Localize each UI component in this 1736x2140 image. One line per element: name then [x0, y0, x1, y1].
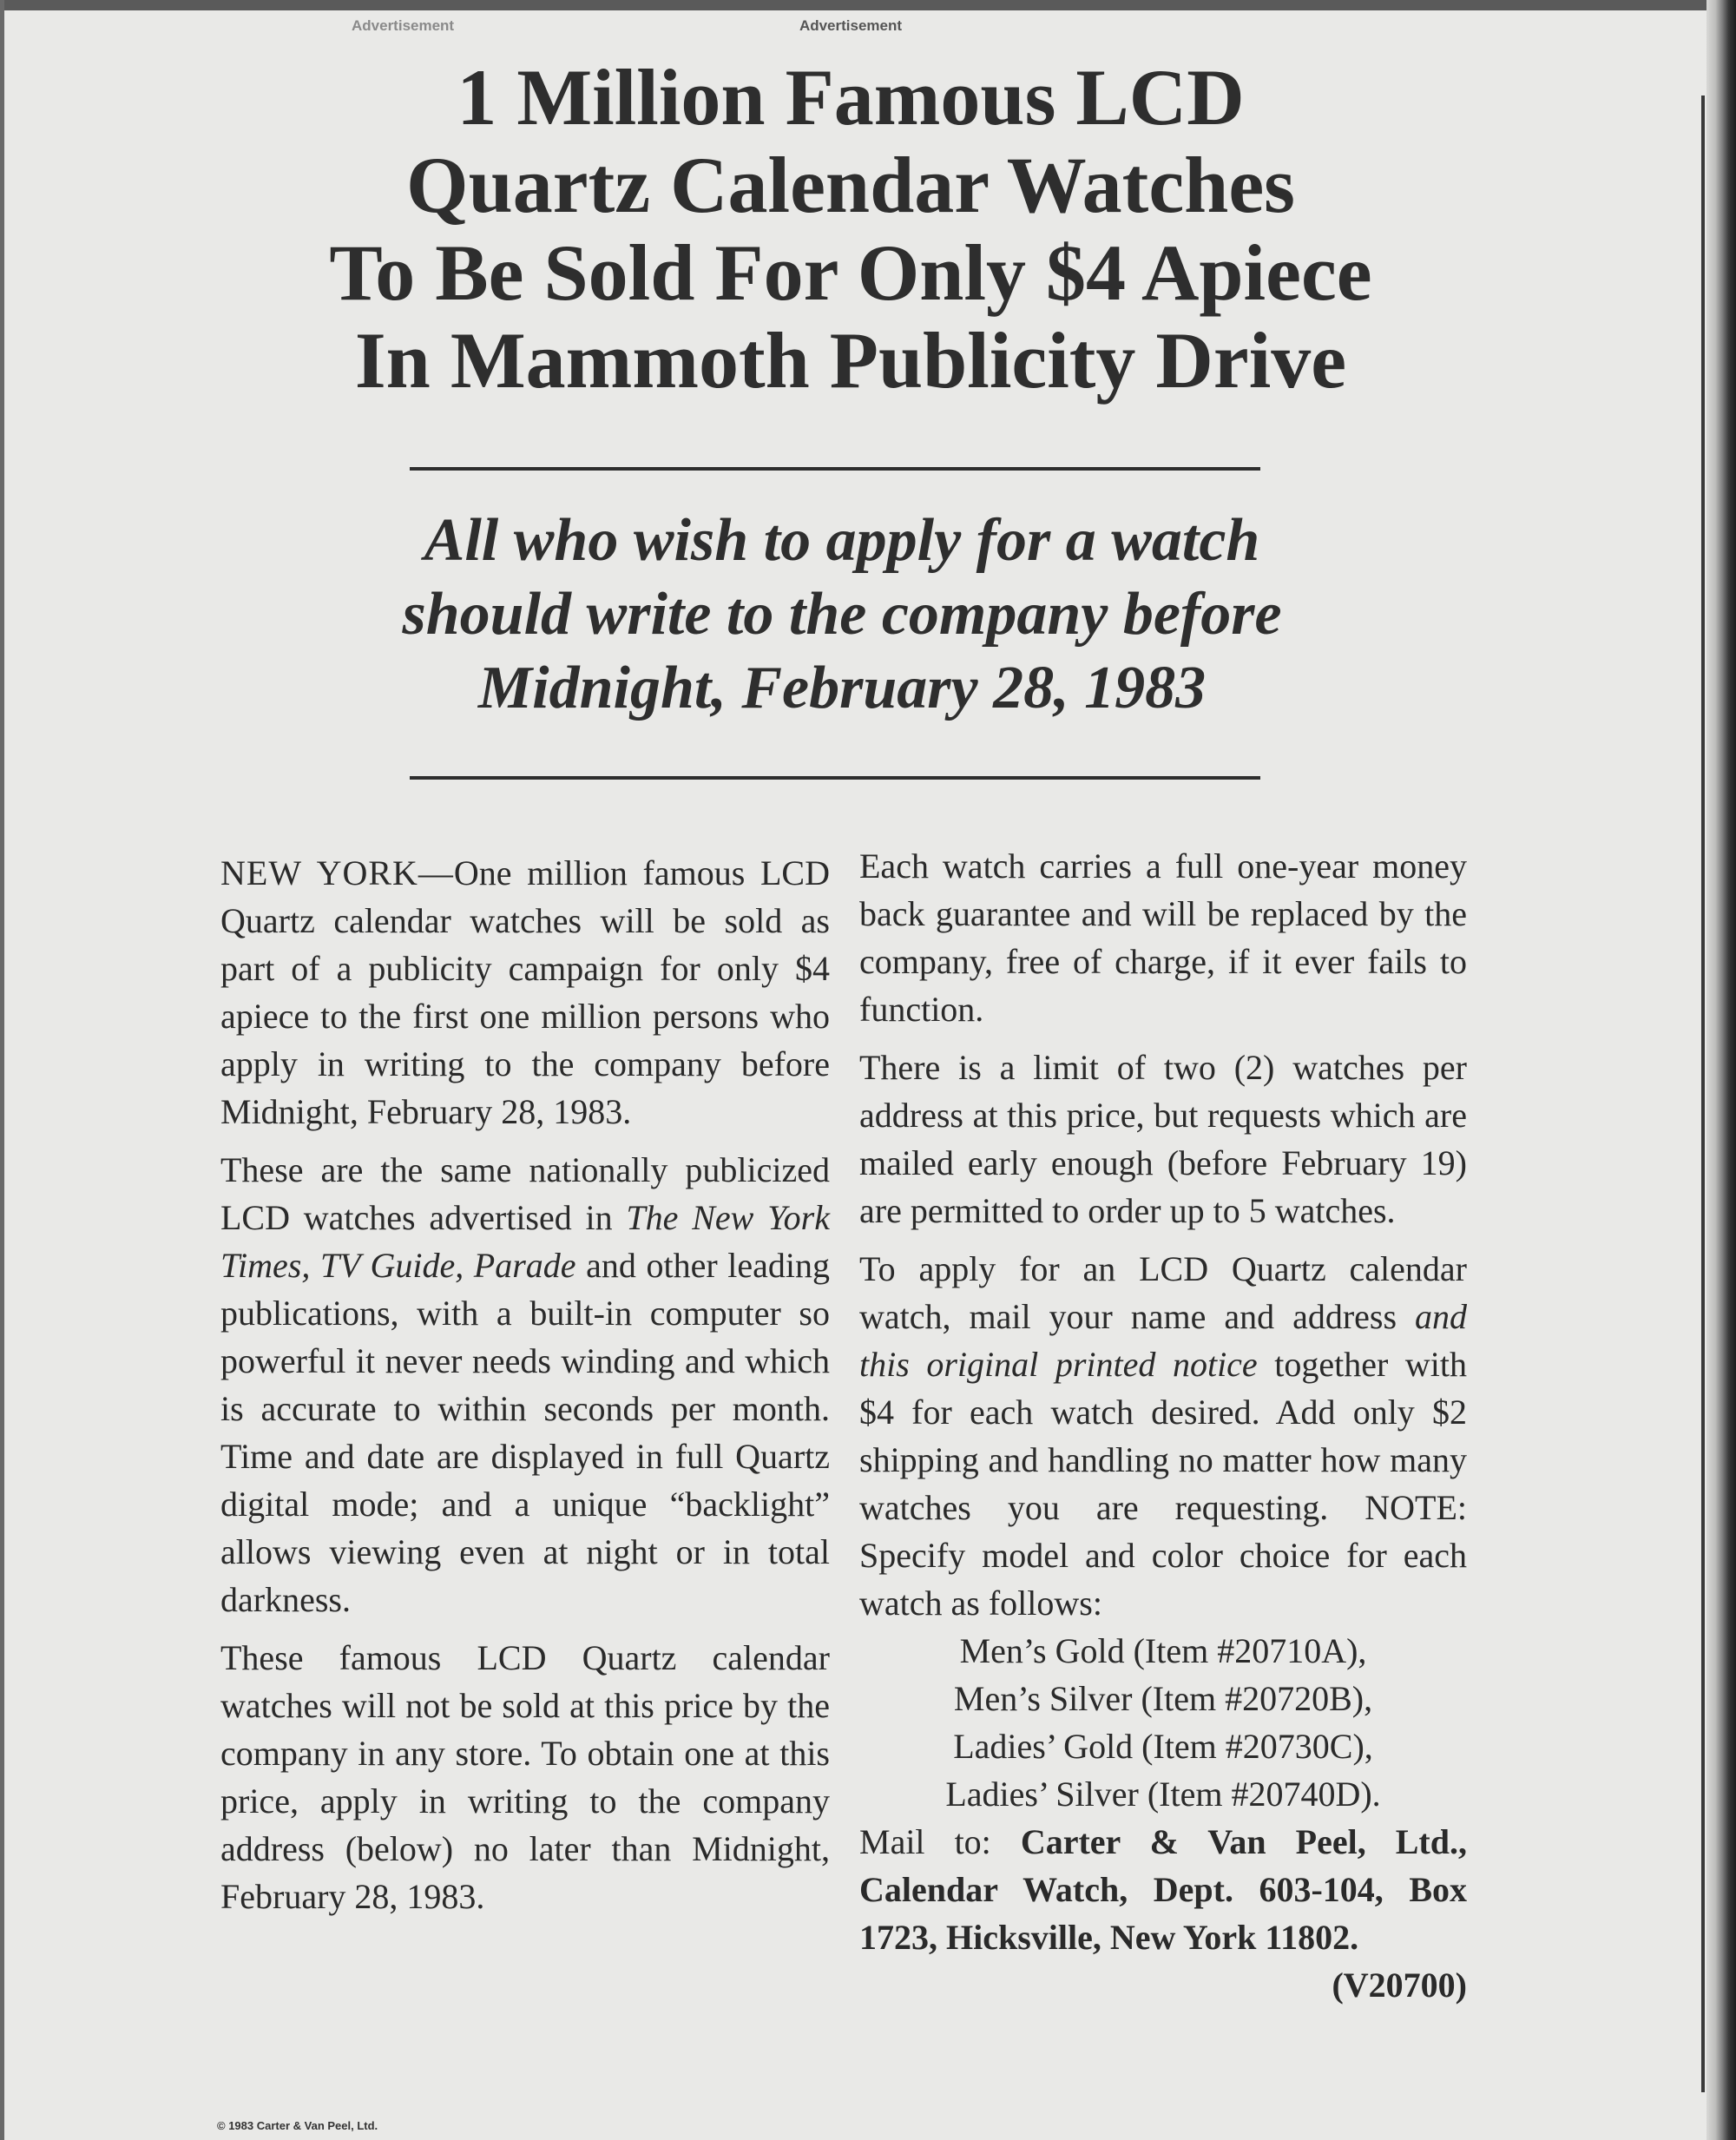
subhead-line-2: should write to the company before: [402, 581, 1282, 648]
page-right-edge: [1706, 0, 1736, 2140]
paragraph-2-text-b: and other leading publications, with a built-in computer so powerful it never needs winding and which is accurate to within seconds per month. Time and date are displayed in full Quartz digital mode; and a unique “backlight” allows viewing even at night or in total darkness.: [220, 1246, 830, 1619]
page-left-edge: [0, 0, 4, 2140]
paragraph-1-text: One million famous LCD Quartz calendar watches will be sold as part of a publicity campaign for only $4 apiece to the first one million persons who apply in writing to the company before Midnight, February 28, 1983.: [220, 853, 830, 1131]
paragraph-2: [220, 1146, 830, 1623]
paragraph-4: [859, 842, 1467, 1033]
page-top-edge: [0, 0, 1736, 10]
subhead-line-3: Midnight, February 28, 1983: [477, 655, 1207, 721]
ad-code: (V20700): [1332, 1966, 1467, 2005]
guarantee-text: Each watch carries a full one-year money back guarantee and will be replaced by the company, free of charge, if it ever fails to function.: [859, 846, 1467, 1029]
paragraph-3: [220, 1634, 830, 1920]
apply-italic: and this original printed notice: [859, 1297, 1467, 1384]
headline-line-1: 1 Million Famous LCD: [457, 53, 1245, 142]
item-list: [859, 1627, 1467, 1818]
headline: [104, 54, 1597, 405]
paragraph-2-text-a: These are the same nationally publicized LCD watches advertised in: [220, 1150, 830, 1237]
right-column: [859, 842, 1467, 2009]
item-mens-silver: Men’s Silver (Item #20720B),: [953, 1679, 1373, 1718]
paragraph-3-text: These famous LCD Quartz calendar watches will not be sold at this price by the company in any store. To obtain one at this price, apply in writing to the company address (below) no later than Midnight, February 28, 1983.: [220, 1638, 830, 1916]
paragraph-5: [859, 1044, 1467, 1235]
subhead-line-1: All who wish to apply for a watch: [424, 507, 1260, 574]
advertisement-label: Advertisement: [799, 17, 903, 34]
mail-to-label: Mail to:: [859, 1822, 1021, 1861]
limit-text: There is a limit of two (2) watches per address at this price, but requests which are mailed early enough (before February 19) are permitted to order up to 5 watches.: [859, 1048, 1467, 1230]
column-rule: [1701, 95, 1705, 2092]
apply-text-b: together with $4 for each watch desired. Add only $2 shipping and handling no matter how many watches you are requesting. NOTE: Specify model and color choice for each watch as follows:: [859, 1345, 1467, 1623]
headline-line-4: In Mammoth Publicity Drive: [354, 316, 1347, 405]
left-column: [220, 849, 830, 1931]
publications-list: The New York Times, TV Guide, Parade: [220, 1198, 830, 1285]
dateline: NEW YORK—: [220, 853, 454, 892]
apply-text-a: To apply for an LCD Quartz calendar watch, mail your name and address: [859, 1249, 1467, 1336]
mail-to: [859, 1818, 1467, 1961]
item-ladies-silver: Ladies’ Silver (Item #20740D).: [945, 1775, 1381, 1814]
paragraph-1: [220, 849, 830, 1136]
item-mens-gold: Men’s Gold (Item #20710A),: [959, 1631, 1367, 1670]
copyright-notice: © 1983 Carter & Van Peel, Ltd.: [217, 2119, 378, 2132]
item-ladies-gold: Ladies’ Gold (Item #20730C),: [953, 1727, 1373, 1766]
headline-line-3: To Be Sold For Only $4 Apiece: [329, 228, 1372, 317]
advertisement-label-left: Advertisement: [352, 17, 455, 34]
headline-line-2: Quartz Calendar Watches: [406, 141, 1295, 229]
divider-bottom: [410, 776, 1260, 780]
divider-top: [410, 467, 1260, 471]
mail-address: Carter & Van Peel, Ltd., Calendar Watch, Dept. 603-104, Box 1723, Hicksville, New York 11802.: [859, 1822, 1467, 1957]
paragraph-6: [859, 1245, 1467, 1627]
subheadline: [208, 504, 1476, 725]
